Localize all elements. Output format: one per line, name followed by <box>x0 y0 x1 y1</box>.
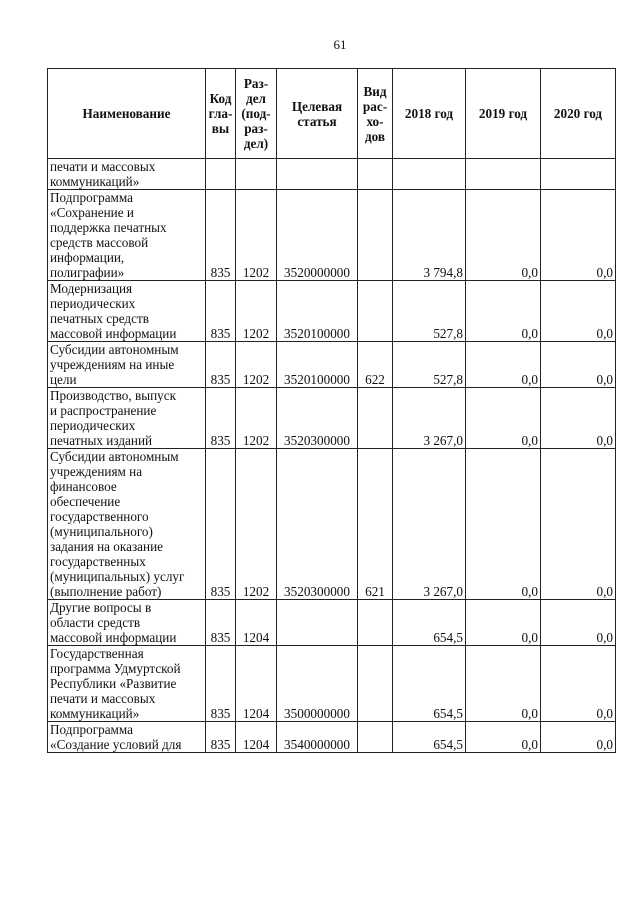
row-code: 835 <box>206 722 236 753</box>
row-code <box>206 159 236 190</box>
table-row <box>48 646 616 722</box>
header-row <box>48 69 616 159</box>
row-2018: 654,5 <box>393 600 466 646</box>
row-2019: 0,0 <box>466 722 541 753</box>
row-2018: 654,5 <box>393 646 466 722</box>
table-row <box>48 342 616 388</box>
row-2020: 0,0 <box>541 342 616 388</box>
table-row <box>48 722 616 753</box>
row-code: 835 <box>206 646 236 722</box>
row-code: 835 <box>206 281 236 342</box>
row-expense <box>358 159 393 190</box>
row-name: Субсидии автономным учреждениям на иные цели <box>48 342 206 388</box>
row-code: 835 <box>206 342 236 388</box>
row-section: 1204 <box>236 600 277 646</box>
table-row <box>48 388 616 449</box>
row-name: Подпрограмма «Сохранение и поддержка печатных средств массовой информации, полиграфии» <box>48 190 206 281</box>
header-2019: 2019 год <box>466 69 541 159</box>
table-row <box>48 281 616 342</box>
row-2018 <box>393 159 466 190</box>
row-2019: 0,0 <box>466 646 541 722</box>
row-section: 1204 <box>236 646 277 722</box>
row-2018: 3 794,8 <box>393 190 466 281</box>
row-2020: 0,0 <box>541 722 616 753</box>
row-2020: 0,0 <box>541 388 616 449</box>
row-name: Подпрограмма «Создание условий для <box>48 722 206 753</box>
row-expense <box>358 646 393 722</box>
row-article: 3520100000 <box>277 281 358 342</box>
header-article: Целевая статья <box>277 69 358 159</box>
row-2018: 3 267,0 <box>393 449 466 600</box>
table-row <box>48 449 616 600</box>
row-article: 3520000000 <box>277 190 358 281</box>
page-number: 61 <box>333 37 347 52</box>
row-2020: 0,0 <box>541 190 616 281</box>
row-2019: 0,0 <box>466 600 541 646</box>
row-section: 1202 <box>236 449 277 600</box>
row-2018: 527,8 <box>393 281 466 342</box>
row-article: 3520300000 <box>277 388 358 449</box>
header-expense: Вид рас- хо- дов <box>358 69 393 159</box>
row-name: Производство, выпуск и распространение периодических печатных изданий <box>48 388 206 449</box>
row-article: 3520300000 <box>277 449 358 600</box>
row-article: 3500000000 <box>277 646 358 722</box>
row-name: Другие вопросы в области средств массовой информации <box>48 600 206 646</box>
row-expense: 621 <box>358 449 393 600</box>
row-code: 835 <box>206 600 236 646</box>
row-2020: 0,0 <box>541 600 616 646</box>
row-2019: 0,0 <box>466 281 541 342</box>
row-article <box>277 600 358 646</box>
header-code: Код гла- вы <box>206 69 236 159</box>
row-section: 1202 <box>236 281 277 342</box>
header-section: Раз- дел (под- раз- дел) <box>236 69 277 159</box>
row-expense <box>358 600 393 646</box>
budget-table <box>47 68 616 753</box>
header-2018: 2018 год <box>393 69 466 159</box>
row-2020 <box>541 159 616 190</box>
row-name: печати и массовых коммуникаций» <box>48 159 206 190</box>
row-expense <box>358 388 393 449</box>
row-article <box>277 159 358 190</box>
header-name: Наименование <box>48 69 206 159</box>
row-section: 1204 <box>236 722 277 753</box>
row-2019: 0,0 <box>466 190 541 281</box>
row-section <box>236 159 277 190</box>
row-2018: 527,8 <box>393 342 466 388</box>
table-row <box>48 600 616 646</box>
row-code: 835 <box>206 449 236 600</box>
row-section: 1202 <box>236 190 277 281</box>
header-2020: 2020 год <box>541 69 616 159</box>
row-2019: 0,0 <box>466 449 541 600</box>
row-article: 3540000000 <box>277 722 358 753</box>
row-2018: 3 267,0 <box>393 388 466 449</box>
row-2019: 0,0 <box>466 388 541 449</box>
row-2019: 0,0 <box>466 342 541 388</box>
row-2020: 0,0 <box>541 281 616 342</box>
row-name: Государственная программа Удмуртской Республики «Развитие печати и массовых коммуникаций» <box>48 646 206 722</box>
table-row <box>48 190 616 281</box>
row-name: Модернизация периодических печатных средств массовой информации <box>48 281 206 342</box>
row-2019 <box>466 159 541 190</box>
row-expense <box>358 281 393 342</box>
row-article: 3520100000 <box>277 342 358 388</box>
row-2020: 0,0 <box>541 646 616 722</box>
row-expense: 622 <box>358 342 393 388</box>
row-expense <box>358 722 393 753</box>
table-row <box>48 159 616 190</box>
row-code: 835 <box>206 388 236 449</box>
row-section: 1202 <box>236 342 277 388</box>
row-name: Субсидии автономным учреждениям на финансовое обеспечение государственного (муниципального) задания на оказание государственных (муниципальных) услуг (выполнение работ) <box>48 449 206 600</box>
row-code: 835 <box>206 190 236 281</box>
row-2018: 654,5 <box>393 722 466 753</box>
row-2020: 0,0 <box>541 449 616 600</box>
row-expense <box>358 190 393 281</box>
row-section: 1202 <box>236 388 277 449</box>
